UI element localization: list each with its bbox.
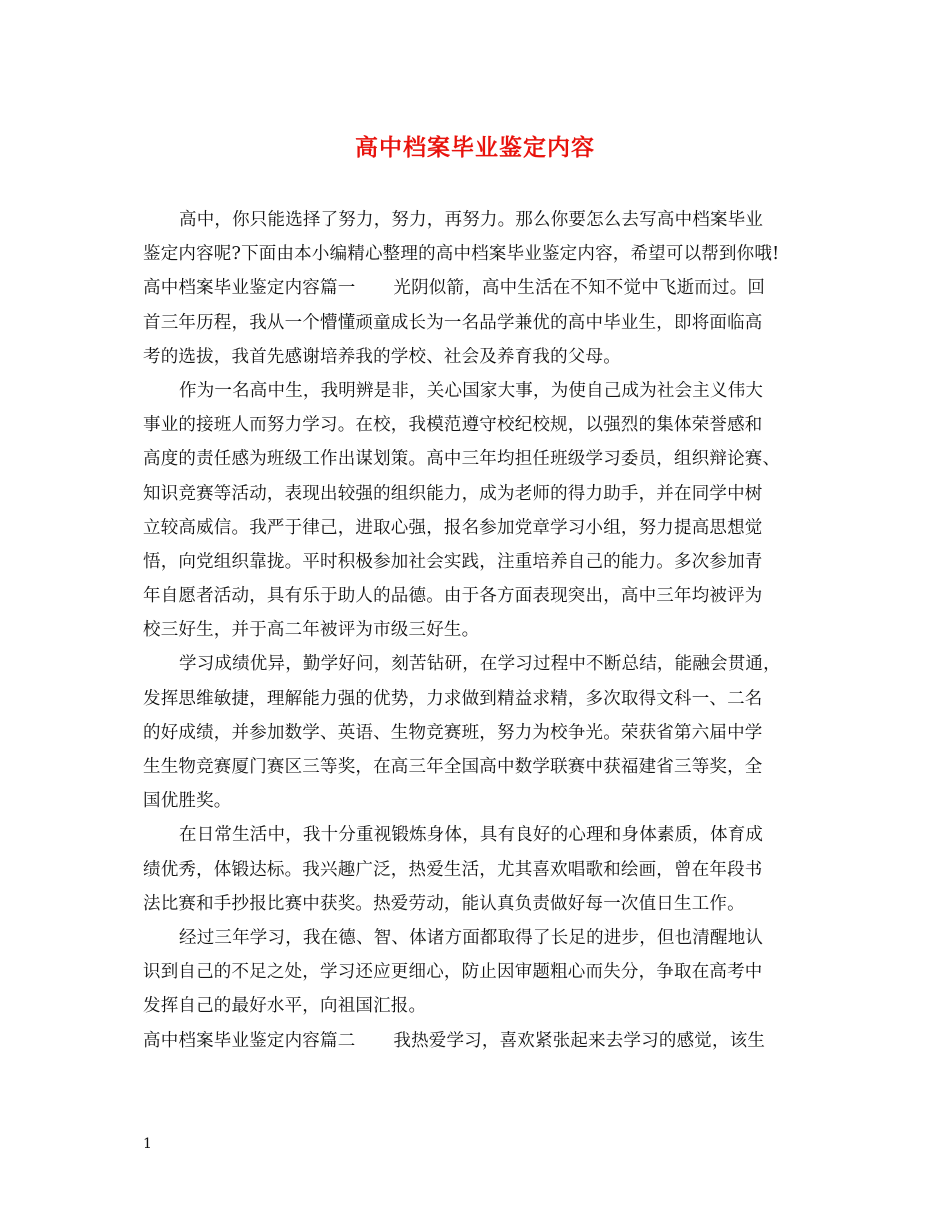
paragraph-line: 绩优秀，体锻达标。我兴趣广泛，热爱生活，尤其喜欢唱歌和绘画，曾在年段书 (143, 859, 763, 880)
paragraph-line: 高度的责任感为班级工作出谋划策。高中三年均担任班级学习委员，组织辩论赛、 (143, 449, 781, 470)
section-heading-2: 高中档案毕业鉴定内容篇二 (143, 1030, 356, 1051)
paragraph-line: 事业的接班人而努力学习。在校，我模范遵守校纪校规，以强烈的集体荣誉感和 (143, 415, 763, 436)
paragraph-line: 年自愿者活动，具有乐于助人的品德。由于各方面表现突出，高中三年均被评为 (143, 586, 763, 607)
paragraph-line: 法比赛和手抄报比赛中获奖。热爱劳动，能认真负责做好每一次值日生工作。 (143, 893, 745, 914)
paragraph-line: 高中，你只能选择了努力，努力，再努力。那么你要怎么去写高中档案毕业 (179, 210, 764, 230)
paragraph-line: 鉴定内容呢?下面由本小编精心整理的高中档案毕业鉴定内容，希望可以帮到你哦! (143, 244, 780, 265)
paragraph-line: 国优胜奖。 (143, 791, 232, 812)
paragraph-line: 作为一名高中生，我明辨是非，关心国家大事，为使自己成为社会主义伟大 (179, 380, 764, 401)
paragraph-line: 生生物竞赛厦门赛区三等奖，在高三年全国高中数学联赛中获福建省三等奖，全 (143, 757, 763, 777)
paragraph-line: 经过三年学习，我在德、智、体诸方面都取得了长足的进步，但也清醒地认 (179, 927, 764, 948)
paragraph-line: 立较高威信。我严于律己，进取心强，报名参加党章学习小组，努力提高思想觉 (143, 517, 763, 538)
paragraph-line: 校三好生，并于高二年被评为市级三好生。 (143, 620, 480, 641)
paragraph-line: 光阴似箭，高中生活在不知不觉中飞逝而过。回 (393, 278, 766, 299)
section-heading-1: 高中档案毕业鉴定内容篇一 (143, 278, 356, 299)
paragraph-line: 发挥思维敏捷，理解能力强的优势，力求做到精益求精，多次取得文科一、二名 (143, 688, 763, 709)
paragraph-line: 首三年历程，我从一个懵懂顽童成长为一名品学兼优的高中毕业生，即将面临高 (143, 312, 763, 333)
paragraph-line: 发挥自己的最好水平，向祖国汇报。 (143, 996, 427, 1017)
paragraph-line: 考的选拔，我首先感谢培养我的学校、社会及养育我的父母。 (143, 346, 621, 367)
paragraph-line: 在日常生活中，我十分重视锻炼身体，具有良好的心理和身体素质，体育成 (179, 825, 764, 846)
paragraph-line: 悟，向党组织靠拢。平时积极参加社会实践，注重培养自己的能力。多次参加青 (143, 551, 763, 572)
page-number: 1 (143, 1136, 152, 1152)
paragraph-line: 学习成绩优异，勤学好问，刻苦钻研，在学习过程中不断总结，能融会贯通， (179, 654, 781, 675)
section-heading-line-1 (143, 271, 815, 305)
paragraph-line: 知识竞赛等活动，表现出较强的组织能力，成为老师的得力助手，并在同学中树 (143, 483, 763, 504)
paragraph-line: 的好成绩，并参加数学、英语、生物竞赛班，努力为校争光。荣获省第六届中学 (143, 722, 763, 743)
section-heading-line-2 (143, 1024, 815, 1058)
paragraph-line: 识到自己的不足之处，学习还应更细心，防止因审题粗心而失分，争取在高考中 (143, 962, 763, 983)
document-body (143, 203, 815, 1058)
document-title: 高中档案毕业鉴定内容 (355, 134, 595, 161)
paragraph-line: 我热爱学习，喜欢紧张起来去学习的感觉，该生 (393, 1030, 766, 1051)
